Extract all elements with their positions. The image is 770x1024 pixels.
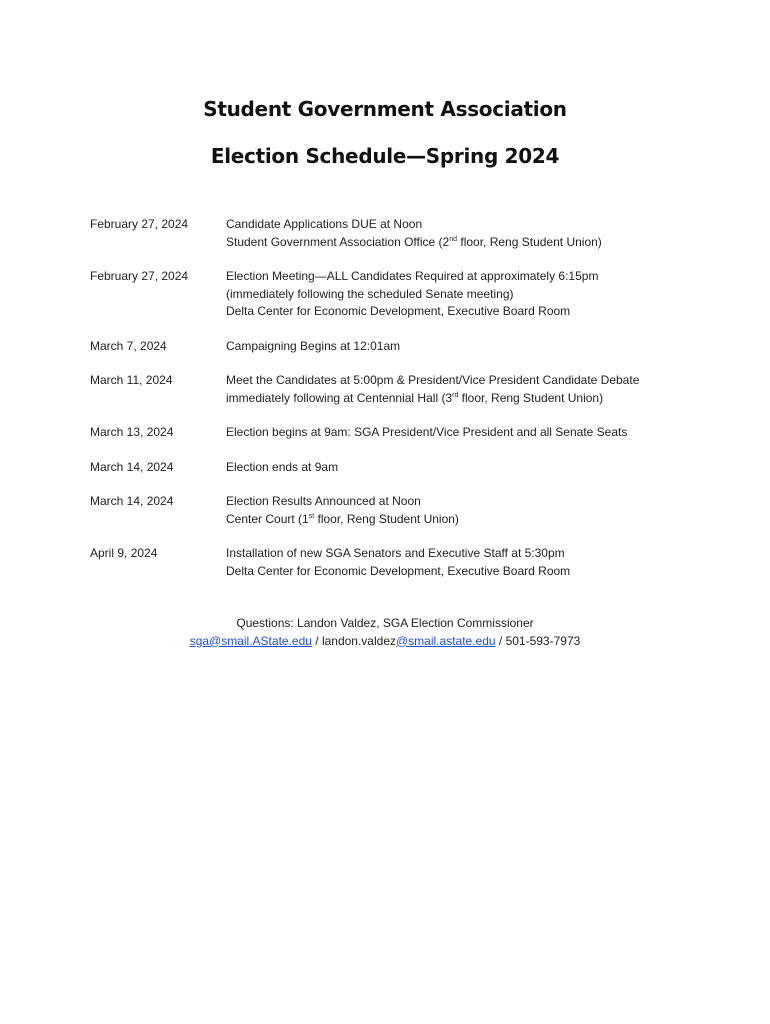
commissioner-email-link[interactable]: @smail.astate.edu xyxy=(396,633,496,648)
entry-details xyxy=(226,424,690,442)
entry-line: immediately following at Centennial Hall (3rd floor, Reng Student Union) xyxy=(226,390,604,405)
entry-line: Candidate Applications DUE at Noon xyxy=(226,217,423,231)
schedule-list xyxy=(90,216,690,597)
entry-details xyxy=(226,493,690,528)
entry-line: Meet the Candidates at 5:00pm & President/Vice President Candidate Debate xyxy=(226,373,640,387)
entry-details xyxy=(226,268,690,321)
schedule-entry xyxy=(90,459,690,477)
schedule-entry xyxy=(90,338,690,356)
entry-line: Center Court (1st floor, Reng Student Union) xyxy=(226,511,459,526)
entry-date: March 14, 2024 xyxy=(90,459,174,474)
entry-line: Campaigning Begins at 12:01am xyxy=(226,338,401,353)
phone-number: / 501-593-7973 xyxy=(495,633,581,648)
entry-line: Election Meeting—ALL Candidates Required at approximately 6:15pm xyxy=(226,269,599,283)
entry-date: March 7, 2024 xyxy=(90,338,167,353)
entry-line: Election Results Announced at Noon xyxy=(226,494,421,508)
entry-details xyxy=(226,459,690,477)
entry-line: Student Government Association Office (2nd floor, Reng Student Union) xyxy=(226,234,602,249)
entry-line: (immediately following the scheduled Senate meeting) xyxy=(226,286,514,301)
entry-line: Delta Center for Economic Development, Executive Board Room xyxy=(226,563,571,578)
entry-date: March 11, 2024 xyxy=(90,373,173,387)
entry-details xyxy=(226,216,690,251)
schedule-entry xyxy=(90,493,690,528)
entry-line: Election begins at 9am: SGA President/Vice President and all Senate Seats xyxy=(226,425,628,439)
page-title: Student Government Association xyxy=(203,97,567,121)
sga-email-link[interactable]: sga@smail.AState.edu xyxy=(189,633,312,648)
schedule-entry xyxy=(90,545,690,580)
contact-line: Questions: Landon Valdez, SGA Election Commissioner xyxy=(236,616,534,630)
entry-date: April 9, 2024 xyxy=(90,546,158,560)
entry-line: Installation of new SGA Senators and Executive Staff at 5:30pm xyxy=(226,546,565,560)
schedule-entry xyxy=(90,268,690,321)
entry-date: February 27, 2024 xyxy=(90,269,189,283)
entry-date: March 13, 2024 xyxy=(90,425,174,439)
contact-separator: / landon.valdez xyxy=(311,633,396,648)
entry-line: Delta Center for Economic Development, Executive Board Room xyxy=(226,304,571,318)
entry-date: February 27, 2024 xyxy=(90,217,189,231)
entry-details xyxy=(226,338,690,356)
contact-details xyxy=(0,633,770,651)
entry-details xyxy=(226,372,690,407)
schedule-entry xyxy=(90,424,690,442)
entry-details xyxy=(226,545,690,580)
page-subtitle: Election Schedule—Spring 2024 xyxy=(210,144,560,168)
contact-footer xyxy=(0,615,770,650)
entry-date: March 14, 2024 xyxy=(90,494,174,508)
schedule-entry xyxy=(90,372,690,407)
schedule-entry xyxy=(90,216,690,251)
entry-line: Election ends at 9am xyxy=(226,459,339,474)
